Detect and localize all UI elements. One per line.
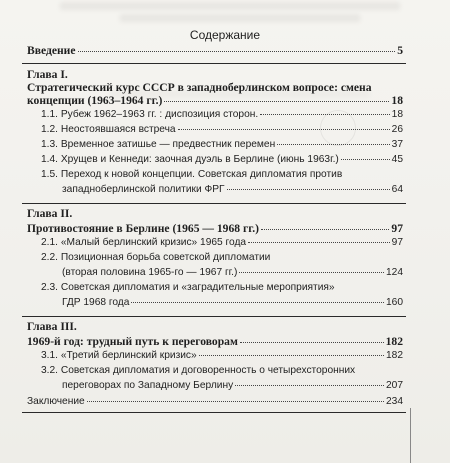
toc-entry-section[interactable] [41, 154, 403, 165]
toc-title: Содержание [189, 28, 261, 42]
leader-dots [248, 242, 390, 243]
toc-entry-section-line[interactable] [41, 252, 403, 263]
toc-entry-page: 26 [391, 124, 403, 135]
bleed-through-text [120, 14, 360, 22]
toc-entry-section[interactable] [62, 184, 403, 195]
leader-dots [78, 51, 396, 52]
toc-entry-section[interactable] [62, 380, 403, 391]
leader-dots [261, 229, 389, 230]
toc-entry-section[interactable] [41, 124, 403, 135]
chapter-title-line: Противостояние в Берлине (1965 — 1968 гг.) [27, 222, 259, 235]
section-number: 2.1. [41, 237, 58, 248]
toc-entry-section-line[interactable] [41, 169, 403, 180]
section-title: «Малый берлинский кризис» 1965 года [60, 237, 247, 248]
toc-entry-page: 97 [391, 237, 403, 248]
section-number: 1.1. [41, 109, 58, 120]
section-title-cont: западноберлинской политики ФРГ [62, 184, 225, 195]
section-rule [22, 316, 406, 317]
toc-entry-chapter-3[interactable] [27, 335, 403, 348]
toc-entry-intro[interactable] [27, 44, 403, 57]
section-number: 3.2. [41, 365, 58, 376]
section-title-cont: ГДР 1968 года [62, 297, 130, 308]
chapter-heading: Глава I. [27, 68, 68, 81]
section-number: 3.1. [41, 350, 58, 361]
section-number: 1.5. [41, 169, 58, 180]
toc-entry-section-line[interactable] [41, 365, 403, 376]
toc-entry-page: 5 [397, 44, 403, 57]
section-title: Хрущев и Кеннеди: заочная дуэль в Берлине (июнь 1963г.) [60, 154, 339, 165]
toc-entry-section[interactable] [41, 139, 403, 150]
toc-entry-label: Введение [27, 44, 76, 57]
leader-dots [341, 159, 390, 160]
toc-entry-conclusion[interactable] [27, 396, 403, 407]
section-title: «Третий берлинский кризис» [60, 350, 197, 361]
leader-dots [178, 129, 390, 130]
toc-entry-section[interactable] [41, 237, 403, 248]
section-title-cont: (вторая половина 1965-го — 1967 гг.) [62, 267, 238, 278]
toc-entry-section-line[interactable] [41, 282, 403, 293]
section-title: Позиционная борьба советской дипломатии [60, 252, 271, 263]
leader-dots [235, 385, 384, 386]
section-number: 1.4. [41, 154, 58, 165]
bleed-through-text [60, 2, 400, 10]
toc-entry-section[interactable] [41, 350, 403, 361]
section-title: Временное затишье — предвестник перемен [60, 139, 276, 150]
toc-entry-page: 160 [386, 297, 403, 308]
leader-dots [239, 272, 384, 273]
leader-dots [164, 101, 389, 102]
toc-entry-page: 182 [386, 350, 403, 361]
toc-entry-section[interactable] [62, 297, 403, 308]
toc-entry-page: 18 [391, 109, 403, 120]
leader-dots [131, 302, 384, 303]
section-number: 2.3. [41, 282, 58, 293]
section-title: Переход к новой концепции. Советская дипломатия против [60, 169, 343, 180]
toc-entry-label: Заключение [27, 396, 85, 407]
toc-entry-page: 182 [385, 335, 403, 348]
chapter-title-line: концепции (1963–1964 гг.) [27, 94, 163, 107]
toc-entry-page: 45 [391, 154, 403, 165]
section-rule [22, 412, 406, 413]
leader-dots [227, 189, 390, 190]
leader-dots [260, 114, 389, 115]
section-rule [22, 203, 406, 204]
toc-entry-page: 18 [391, 94, 403, 107]
section-title: Неостоявшаяся встреча [60, 124, 176, 135]
section-number: 2.2. [41, 252, 58, 263]
toc-entry-chapter-2[interactable] [27, 222, 403, 235]
toc-entry-section[interactable] [62, 267, 403, 278]
toc-entry-page: 234 [386, 396, 403, 407]
section-number: 1.2. [41, 124, 58, 135]
toc-entry-chapter-1[interactable] [27, 94, 403, 107]
toc-entry-page: 37 [391, 139, 403, 150]
section-title: Советская дипломатия и «заградительные мероприятия» [60, 282, 335, 293]
section-title-cont: переговорах по Западному Берлину [62, 380, 234, 391]
section-number: 1.3. [41, 139, 58, 150]
toc-entry-page: 97 [391, 222, 403, 235]
section-title: Рубеж 1962–1963 гг. : диспозиция сторон. [60, 109, 259, 120]
page-edge-line [410, 408, 411, 463]
section-rule [22, 63, 406, 64]
chapter-title-line: Стратегический курс СССР в западноберлинском вопросе: смена [27, 81, 372, 94]
leader-dots [199, 355, 384, 356]
leader-dots [240, 342, 384, 343]
toc-entry-section[interactable] [41, 109, 403, 120]
chapter-heading: Глава III. [27, 320, 77, 333]
section-title: Советская дипломатия и договоренность о четырехсторонних [60, 365, 356, 376]
chapter-title-line: 1969-й год: трудный путь к переговорам [27, 335, 238, 348]
toc-entry-page: 207 [386, 380, 403, 391]
toc-entry-page: 124 [386, 267, 403, 278]
chapter-heading: Глава II. [27, 207, 73, 220]
leader-dots [277, 144, 389, 145]
leader-dots [87, 401, 384, 402]
toc-entry-page: 64 [391, 184, 403, 195]
